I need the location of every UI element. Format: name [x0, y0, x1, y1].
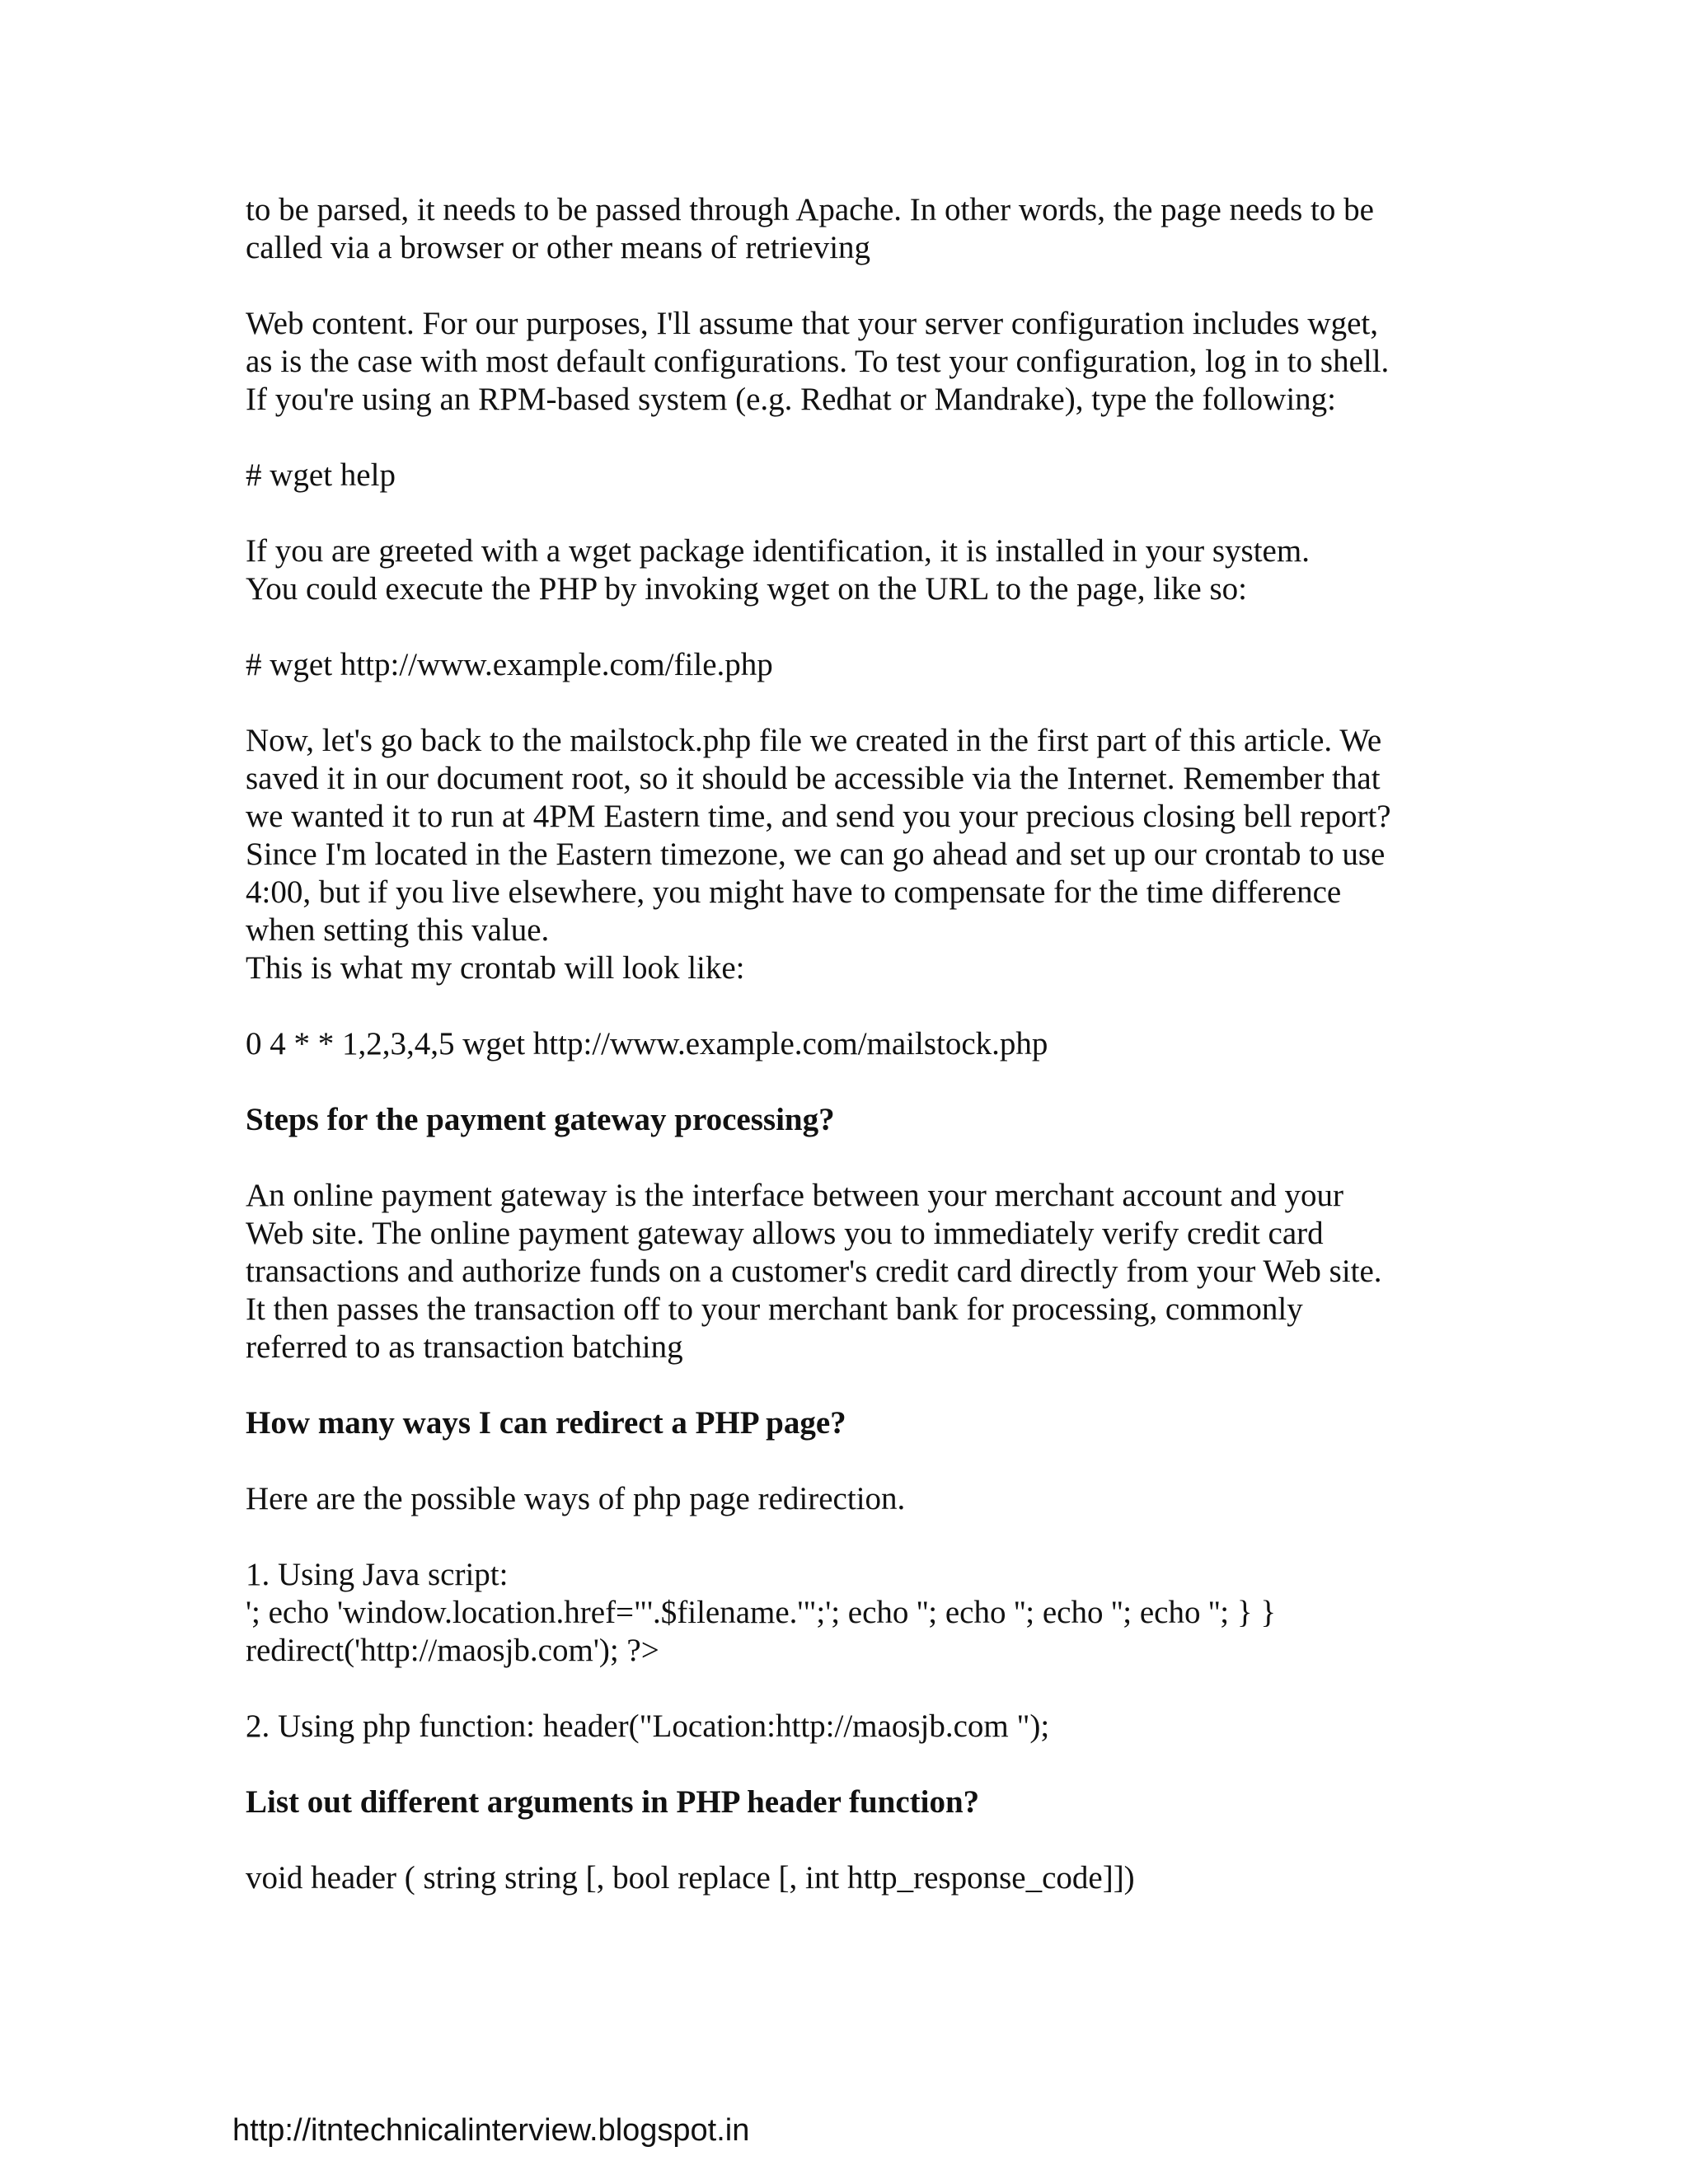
crontab-line: 0 4 * * 1,2,3,4,5 wget http://www.example.com/mailstock.php: [246, 1026, 1048, 1062]
text-line: to be parsed, it needs to be passed through Apache. In other words, the page needs to be: [246, 192, 1374, 227]
text-line: Here are the possible ways of php page redirection.: [246, 1481, 906, 1516]
text-line: This is what my crontab will look like:: [246, 950, 745, 986]
text-line: called via a browser or other means of retrieving: [246, 230, 871, 265]
text-line: Now, let's go back to the mailstock.php file we created in the first part of this article. We: [246, 723, 1382, 758]
text-line: 2. Using php function: header("Location:http://maosjb.com ");: [246, 1708, 1050, 1744]
footer-url: http://itntechnicalinterview.blogspot.in: [232, 2113, 750, 2148]
code-line: '; echo 'window.location.href="'.$filename.'";'; echo ''; echo ''; echo ''; echo ''; } }: [246, 1595, 1277, 1630]
question-heading-header: List out different arguments in PHP header function?: [246, 1784, 980, 1820]
text-line: transactions and authorize funds on a customer's credit card directly from your Web site.: [246, 1254, 1382, 1289]
command-line: # wget http://www.example.com/file.php: [246, 647, 773, 682]
text-line: 4:00, but if you live elsewhere, you might have to compensate for the time difference: [246, 874, 1342, 910]
text-line: saved it in our document root, so it should be accessible via the Internet. Remember that: [246, 761, 1381, 796]
command-line: # wget help: [246, 457, 396, 493]
text-line: as is the case with most default configurations. To test your configuration, log in to shell.: [246, 344, 1390, 379]
text-line: If you are greeted with a wget package identification, it is installed in your system.: [246, 533, 1310, 569]
code-line: void header ( string string [, bool replace [, int http_response_code]]): [246, 1860, 1135, 1896]
text-line: An online payment gateway is the interface between your merchant account and your: [246, 1178, 1343, 1213]
text-line: when setting this value.: [246, 912, 550, 948]
text-line: Web content. For our purposes, I'll assume that your server configuration includes wget,: [246, 306, 1378, 341]
text-line: Since I'm located in the Eastern timezone, we can go ahead and set up our crontab to use: [246, 837, 1386, 872]
text-line: referred to as transaction batching: [246, 1329, 683, 1365]
question-heading-redirect: How many ways I can redirect a PHP page?: [246, 1405, 846, 1441]
question-heading-payment: Steps for the payment gateway processing?: [246, 1102, 835, 1137]
text-line: 1. Using Java script:: [246, 1557, 509, 1592]
text-line: It then passes the transaction off to your merchant bank for processing, commonly: [246, 1291, 1303, 1327]
text-line: If you're using an RPM-based system (e.g. Redhat or Mandrake), type the following:: [246, 382, 1336, 417]
text-line: Web site. The online payment gateway allows you to immediately verify credit card: [246, 1216, 1324, 1251]
text-line: You could execute the PHP by invoking wget on the URL to the page, like so:: [246, 571, 1247, 607]
code-line: redirect('http://maosjb.com'); ?>: [246, 1633, 659, 1668]
document-body: [246, 191, 1449, 1897]
text-line: we wanted it to run at 4PM Eastern time, and send you your precious closing bell report?: [246, 799, 1391, 834]
